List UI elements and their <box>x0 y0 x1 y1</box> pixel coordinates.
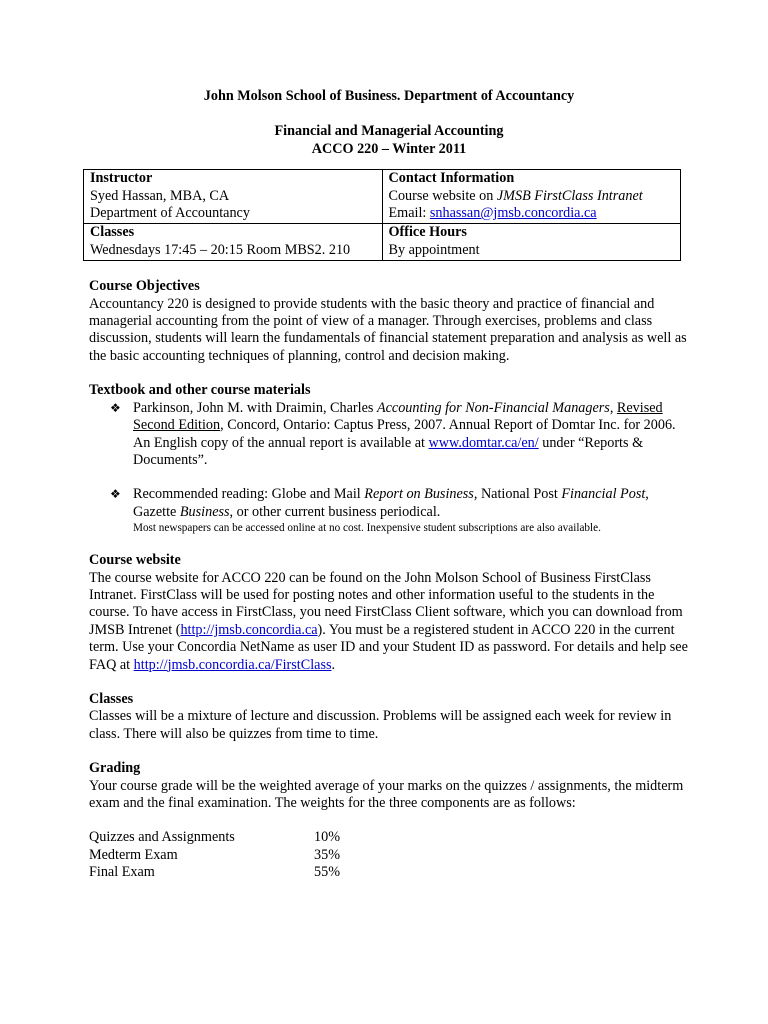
list-item <box>89 486 689 535</box>
website-text <box>89 570 689 674</box>
info-row-2 <box>84 224 681 261</box>
classes-text: Classes will be a mixture of lecture and discussion. Problems will be assigned each week for review in class. There will also be quizzes from time to time. <box>89 708 672 742</box>
website-heading: Course website <box>89 552 181 569</box>
classes-heading: Classes <box>90 224 135 241</box>
instructor-department: Department of Accountancy <box>90 205 250 222</box>
jmsb-link[interactable]: http://jmsb.concordia.ca <box>180 621 318 638</box>
grade-value: 10% <box>314 829 341 846</box>
contact-email <box>389 205 681 222</box>
contact-email-prefix: Email: <box>388 205 430 222</box>
contact-website-name: JMSB FirstClass Intranet <box>496 187 643 204</box>
textbook-item1-sep: , <box>609 399 617 416</box>
website-text-a: The course website for ACCO 220 can be found on the John Molson School of Business FirstClass Intranet. FirstClass will be used for posting notes and other information useful to the students in the course. To have access in FirstClass, you need FirstClass Client software, which you can download from JMSB Intrenet ( <box>89 569 683 638</box>
grade-value: 35% <box>314 846 341 863</box>
reading-text: Recommended reading: Globe and Mail <box>133 486 365 503</box>
contact-heading: Contact Information <box>388 170 515 187</box>
office-hours-cell <box>382 224 681 261</box>
office-hours-heading: Office Hours <box>388 224 467 241</box>
diamond-bullet-icon: ❖ <box>110 487 121 502</box>
course-code: ACCO 220 – Winter 2011 <box>311 140 467 157</box>
website-text-b: ). You must be a registered student in ACCO 220 in the current term. Use your Concordia NetName as user ID and your Student ID as password. For details and help see FAQ at <box>89 621 688 673</box>
website-text-c: . <box>331 656 336 673</box>
textbook-item1-text: Parkinson, John M. with Draimin, Charles <box>133 399 377 416</box>
reading-text4: , or other current business periodical. <box>229 503 441 520</box>
classes-section-heading: Classes <box>89 690 134 707</box>
grading-section <box>89 760 689 881</box>
classes-schedule: Wednesdays 17:45 – 20:15 Room MBS2. 210 <box>90 241 351 258</box>
school-title: John Molson School of Business. Department of Accountancy <box>203 88 575 104</box>
grading-heading: Grading <box>89 760 141 777</box>
reading-note: Most newspapers can be accessed online at no cost. Inexpensive student subscriptions are also available. <box>133 522 601 535</box>
classes-section <box>89 691 689 743</box>
instructor-heading: Instructor <box>90 170 153 187</box>
table-row <box>89 829 689 846</box>
firstclass-faq-link[interactable]: http://jmsb.concordia.ca/FirstClass <box>133 656 332 673</box>
grading-text: Your course grade will be the weighted average of your marks on the quizzes / assignments, the midterm exam and the final examination. The weights for the three components are as follows: <box>89 777 684 811</box>
grade-label: Medterm Exam <box>89 846 178 863</box>
domtar-link[interactable]: www.domtar.ca/en/ <box>428 434 539 451</box>
classes-cell <box>84 224 383 261</box>
office-hours-value: By appointment <box>388 241 480 258</box>
textbook-section <box>89 382 689 535</box>
textbook-item1-text3: under “Reports & Documents”. <box>133 434 644 468</box>
course-title: Financial and Managerial Accounting <box>274 123 504 140</box>
grade-label: Quizzes and Assignments <box>89 829 235 846</box>
diamond-bullet-icon: ❖ <box>110 400 121 415</box>
textbook-edition: Revised Second Edition <box>133 399 663 434</box>
table-row <box>89 847 689 864</box>
course-info-table <box>83 169 681 261</box>
contact-website-prefix: Course website on <box>388 187 497 204</box>
reading-business: Business <box>179 503 230 520</box>
reading-fp: Financial Post <box>561 486 646 503</box>
reading-rob: Report on Business <box>364 486 474 503</box>
grade-label: Final Exam <box>89 864 155 881</box>
table-row <box>89 864 689 881</box>
textbook-item1-text2: , Concord, Ontario: Captus Press, 2007. Annual Report of Domtar Inc. for 2006. An English copy of the annual report is available at <box>133 417 676 451</box>
contact-cell <box>382 170 681 224</box>
info-row-1 <box>84 170 681 224</box>
instructor-cell <box>84 170 383 224</box>
grade-weights <box>89 829 689 881</box>
website-section <box>89 552 689 674</box>
document-content <box>89 88 689 882</box>
list-item <box>89 400 689 470</box>
objectives-section <box>89 278 689 365</box>
textbook-list <box>89 400 689 535</box>
instructor-name: Syed Hassan, MBA, CA <box>90 187 230 204</box>
textbook-title: Accounting for Non-Financial Managers <box>376 399 610 416</box>
textbook-heading: Textbook and other course materials <box>89 382 311 399</box>
email-link[interactable]: snhassan@jmsb.concordia.ca <box>429 205 597 222</box>
grade-value: 55% <box>314 864 341 881</box>
reading-text2: , National Post <box>473 486 562 503</box>
contact-website <box>389 188 681 205</box>
reading-text3: , Gazette <box>133 486 649 520</box>
objectives-heading: Course Objectives <box>89 278 200 295</box>
objectives-text: Accountancy 220 is designed to provide students with the basic theory and practice of financial and managerial accounting from the point of view of a manager. Through exercises, problems and class discussion, students will learn the fundamentals of financial statement preparation and analysis as well as the basic accounting techniques of planning, control and decision making. <box>89 295 687 364</box>
